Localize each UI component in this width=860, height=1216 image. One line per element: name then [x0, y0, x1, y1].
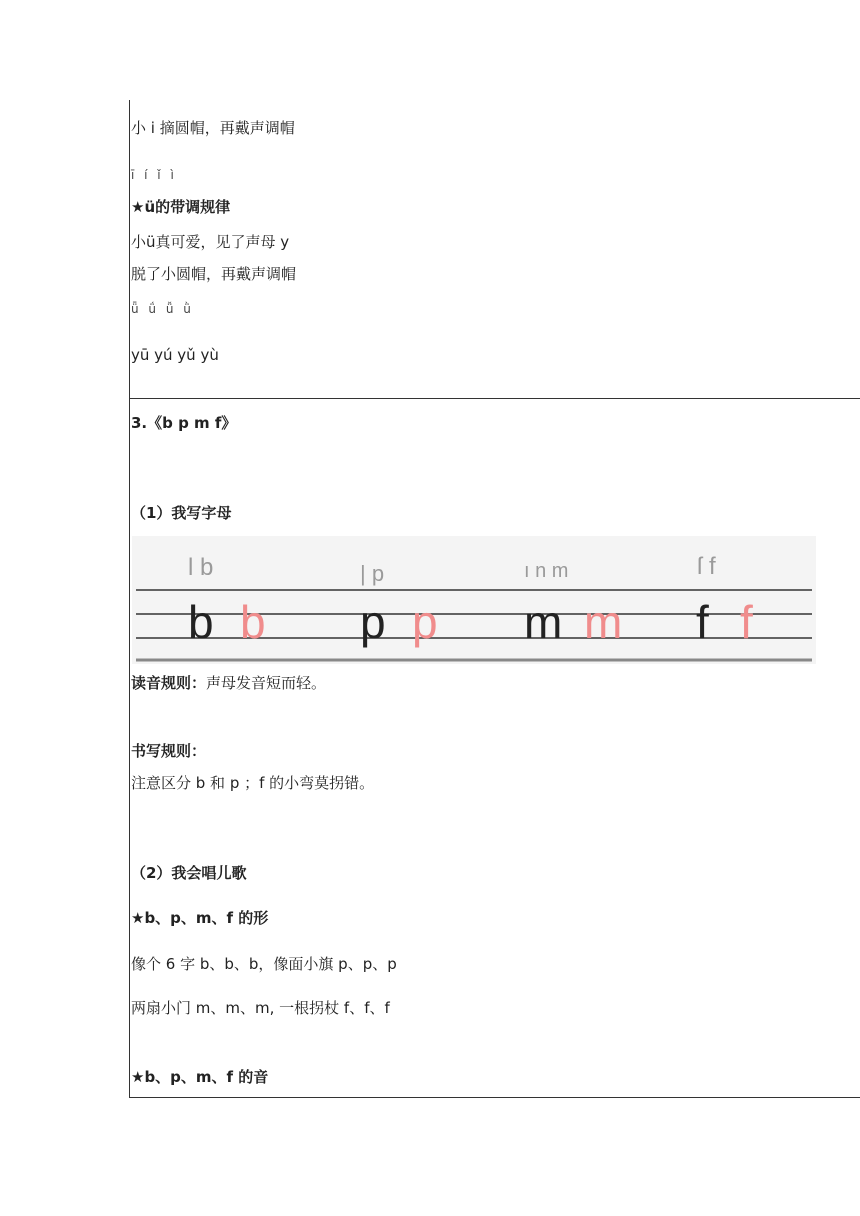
model-letter-m: m [524, 596, 563, 648]
reading-rule-label: 读音规则： [131, 674, 207, 692]
i-tones: ī í ǐ ì [131, 168, 177, 182]
trace-letter-m: m [584, 596, 623, 648]
trace-letter-f: f [740, 596, 753, 648]
trace-letter-b: b [240, 596, 266, 648]
sound-heading: ★b、p、m、f 的音 [131, 1068, 269, 1086]
part1-heading: （1）我写字母 [131, 504, 232, 522]
stroke-hint-b: l b [188, 554, 214, 581]
model-letter-p: p [360, 596, 386, 648]
u-rhyme-line-2: 脱了小圆帽，再戴声调帽 [131, 265, 297, 283]
part2-heading: （2）我会唱儿歌 [131, 864, 247, 882]
u-tone-heading: ★ü的带调规律 [131, 198, 231, 216]
stroke-hint-p: | p [360, 561, 385, 586]
table-row-divider [129, 398, 860, 399]
stroke-hint-m: ı n m [524, 560, 569, 582]
model-letter-f: f [696, 596, 709, 648]
u-rhyme-line-1: 小ü真可爱，见了声母 y [131, 233, 290, 251]
i-rhyme-line: 小 i 摘圆帽，再戴声调帽 [131, 119, 295, 137]
reading-rule-text: 声母发音短而轻。 [206, 674, 327, 692]
trace-letter-p: p [412, 596, 438, 648]
u-tones: ǖ ǘ ǚ ǜ [131, 302, 194, 316]
shape-heading: ★b、p、m、f 的形 [131, 909, 269, 927]
writing-rule-label: 书写规则： [131, 742, 207, 760]
model-letter-b: b [188, 596, 214, 648]
letter-writing-grid [132, 536, 816, 664]
stroke-hint-f: ſ f [697, 553, 716, 580]
writing-rule-text: 注意区分 b 和 p ；f 的小弯莫拐错。 [131, 774, 375, 792]
lesson-title: 3.《b p m f》 [131, 414, 237, 432]
shape-line-1: 像个 6 字 b、b、b，像面小旗 p、p、p [131, 955, 397, 973]
y-tones: yū yú yǔ yù [131, 346, 219, 364]
reading-rule [131, 673, 326, 693]
shape-line-2: 两扇小门 m、m、m, 一根拐杖 f、f、f [131, 999, 390, 1017]
